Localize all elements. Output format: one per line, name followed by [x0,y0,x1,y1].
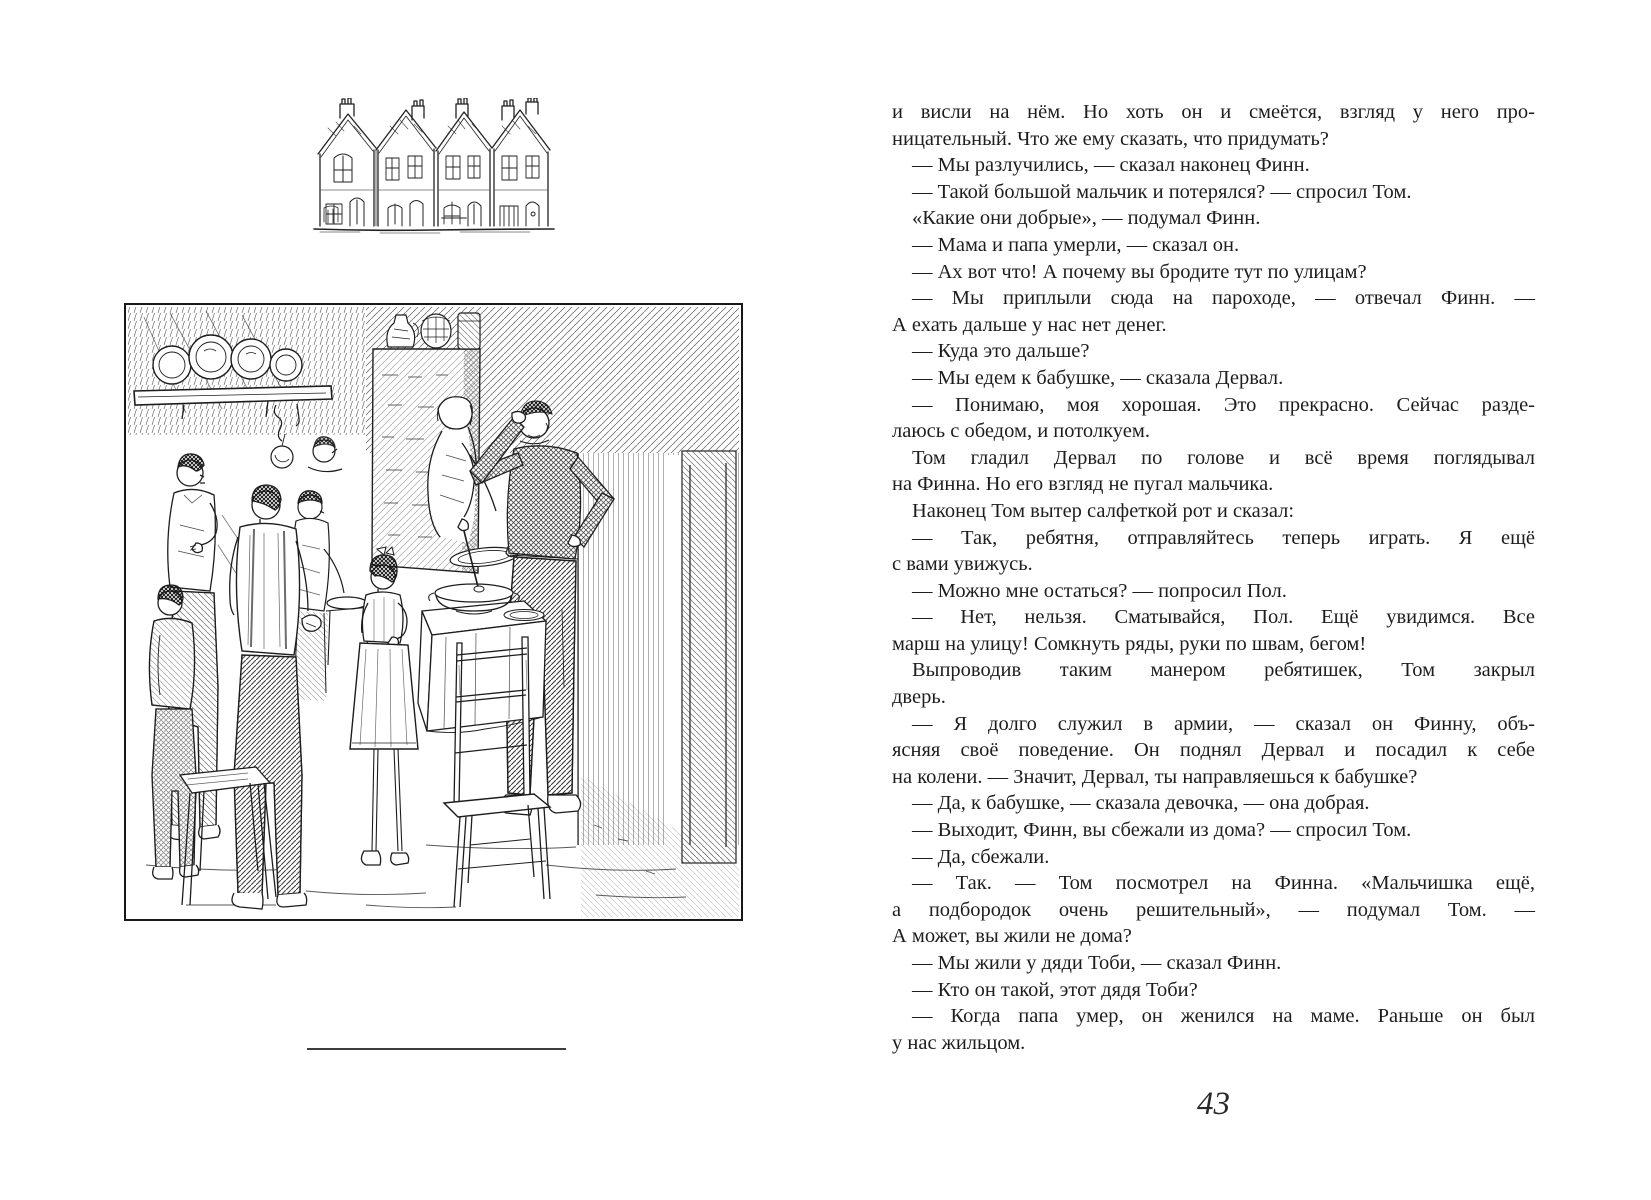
text-line: — Нет, нельзя. Сматывайся, Пол. Ещё увидимся. Все [912,606,1535,629]
text-line: — Мама и папа умерли, — сказал он. [912,233,1240,256]
text-line: — Когда папа умер, он женился на маме. Раньше он был [912,1005,1535,1028]
house-3 [436,98,492,226]
doorway [664,451,736,863]
text-line: на Финна. Но его взгляд не пугал мальчика. [892,473,1274,496]
text-line: — Выходит, Финн, вы сбежали из дома? — спросил Том. [912,819,1412,842]
house-2 [374,100,436,226]
text-line: А может, вы жили не дома? [892,925,1132,948]
text-line: — Такой большой мальчик и потерялся? — спросил Том. [912,180,1412,203]
text-line: на колени. — Значит, Дервал, ты направляешься к бабушке? [892,765,1418,788]
text-line: с вами увижусь. [892,553,1033,576]
text-line: — Так. — Том посмотрел на Финна. «Мальчишка ещё, [912,872,1535,895]
text-line: ясняя своё поведение. Он поднял Дервал и посадил к себе [892,739,1535,762]
text-line: — Мы жили у дяди Тоби, — сказал Финн. [912,952,1282,974]
text-line: — Да, сбежали. [912,845,1050,868]
kitchen-scene-svg [126,305,741,919]
text-line: и висли на нём. Но хоть он и смеётся, взгляд у него про- [892,101,1535,123]
text-line: у нас жильцом. [892,1031,1026,1054]
text-line: А ехать дальше у нас нет денег. [892,313,1167,336]
houses-vignette-svg [310,98,558,236]
text-line: а подбородок очень решительный», — подумал Том. — [892,898,1535,921]
text-line: Том гладил Дервал по голове и всё время поглядывал [912,446,1535,469]
text-line: — Куда это дальше? [912,340,1090,363]
houses-vignette-illustration [310,98,558,236]
text-line: — Мы едем к бабушке, — сказала Дервал. [912,366,1284,389]
text-line: Выпроводив таким манером ребятишек, Том закрыл [912,659,1535,682]
text-line: — Кто он такой, этот дядя Тоби? [912,978,1198,1001]
text-line: «Какие они добрые», — подумал Финн. [912,207,1261,230]
text-line: марш на улицу! Сомкнуть ряды, руки по швам, бегом! [892,632,1367,655]
text-line: — Да, к бабушке, — сказала девочка, — она добрая. [912,792,1370,815]
text-line: дверь. [892,686,946,709]
kitchen-scene-illustration [124,303,743,921]
text-line: — Я долго служил в армии, — сказал он Финну, объ- [912,712,1535,735]
section-divider-rule [307,1048,566,1050]
text-line: лаюсь с обедом, и потолкуем. [892,420,1150,443]
text-line: — Ах вот что! А почему вы бродите тут по улицам? [912,260,1367,283]
text-line: — Мы разлучились, — сказал наконец Финн. [912,154,1310,177]
house-1 [318,98,376,226]
text-line: ницательный. Что же ему сказать, что придумать? [892,127,1329,150]
text-line: Наконец Том вытер салфеткой рот и сказал: [912,499,1295,522]
body-text [892,99,1535,1056]
text-line: — Так, ребятня, отправляйтесь теперь играть. Я ещё [912,526,1535,549]
text-line: — Можно мне остаться? — попросил Пол. [912,579,1287,602]
text-line: — Мы приплыли сюда на пароходе, — отвечал Финн. — [912,287,1535,310]
house-4 [492,98,550,226]
text-line: — Понимаю, моя хорошая. Это прекрасно. Сейчас разде- [912,393,1535,416]
pots-on-stove [387,313,480,349]
page-number: 43 [1197,1086,1230,1122]
